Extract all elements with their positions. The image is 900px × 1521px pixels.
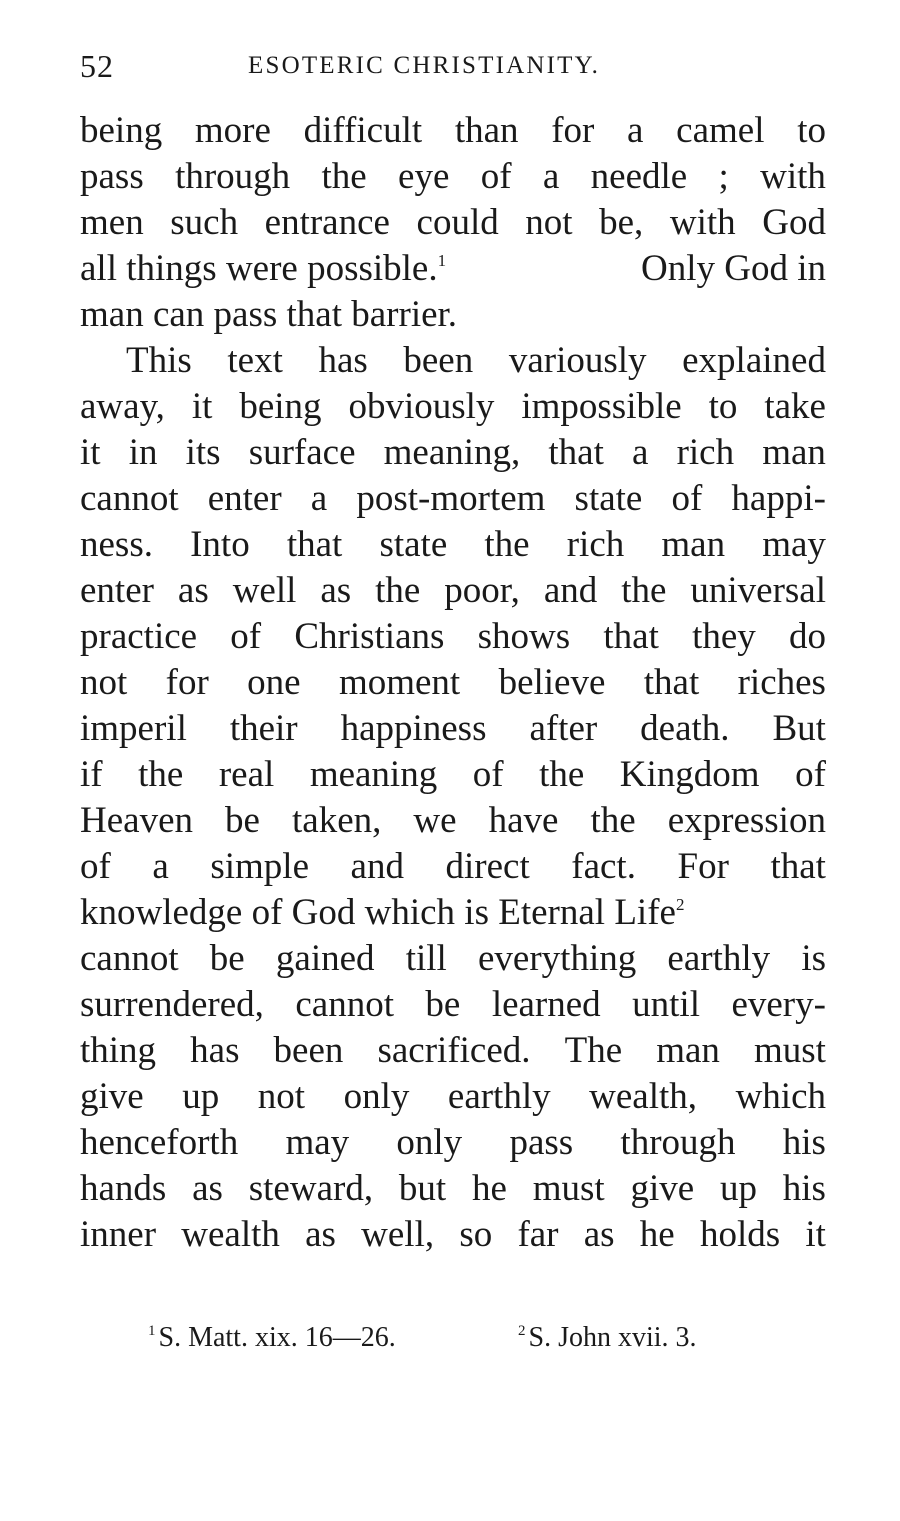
word: man: [762, 432, 826, 473]
word: enter: [207, 478, 282, 519]
word: Heaven: [80, 800, 193, 841]
footnote-text: S. Matt. xix. 16—26.: [158, 1322, 396, 1353]
word: needle: [590, 156, 688, 197]
text-line: [80, 384, 826, 430]
word: take: [764, 386, 826, 427]
word: been: [403, 340, 474, 381]
text-line: [80, 752, 826, 798]
word: with: [669, 202, 736, 243]
word: moment: [338, 662, 461, 703]
word: state: [574, 478, 643, 519]
word: steward,: [248, 1168, 374, 1209]
word: meaning: [309, 754, 438, 795]
word: death.: [640, 708, 730, 749]
word: his: [782, 1168, 826, 1209]
word: not: [525, 202, 573, 243]
word: after: [529, 708, 598, 749]
footnote-mark: 1: [148, 1323, 156, 1339]
word: and: [543, 570, 598, 611]
word: riches: [737, 662, 826, 703]
word: up: [182, 1076, 220, 1117]
word: to: [797, 110, 826, 151]
word: well,: [361, 1214, 435, 1255]
word: wealth: [181, 1214, 280, 1255]
footnote-mark: 2: [518, 1323, 526, 1339]
word: practice: [80, 616, 198, 657]
word: of: [480, 156, 512, 197]
text-line: [80, 568, 826, 614]
word: happiness: [340, 708, 487, 749]
running-head-title: ESOTERIC CHRISTIANITY.: [248, 52, 601, 79]
text-line: [80, 200, 826, 246]
word: the: [484, 524, 530, 565]
word: as: [305, 1214, 336, 1255]
word: earthly: [447, 1076, 551, 1117]
word: believe: [498, 662, 606, 703]
text-line: [80, 522, 826, 568]
word: must: [532, 1168, 605, 1209]
word: hands: [80, 1168, 167, 1209]
word: real: [218, 754, 275, 795]
word: of: [472, 754, 504, 795]
word: be: [225, 800, 260, 841]
word: a: [627, 110, 644, 151]
running-head: [80, 44, 820, 88]
word: direct: [445, 846, 530, 887]
footnote-ref: 2: [675, 895, 685, 914]
word: the: [621, 570, 667, 611]
word: a: [152, 846, 169, 887]
word: through: [620, 1122, 736, 1163]
word: taken,: [292, 800, 382, 841]
text-line: [80, 108, 826, 154]
word: he: [639, 1214, 675, 1255]
word: For: [677, 846, 729, 887]
word: camel: [676, 110, 765, 151]
word: Into: [190, 524, 250, 565]
word: that: [548, 432, 604, 473]
text-line: [80, 1166, 826, 1212]
word: being: [80, 110, 163, 151]
word: obviously: [348, 386, 495, 427]
word: be,: [599, 202, 644, 243]
word: the: [539, 754, 585, 795]
word: variously: [508, 340, 647, 381]
word: through: [175, 156, 291, 197]
word: But: [772, 708, 826, 749]
word: up: [719, 1168, 757, 1209]
word: with: [760, 156, 826, 197]
footnote-ref: 1: [437, 251, 447, 270]
word: but: [398, 1168, 447, 1209]
paragraph-first-line: [80, 338, 826, 384]
word: Kingdom: [619, 754, 760, 795]
footnote-2: [518, 1314, 697, 1362]
word: This: [126, 340, 192, 381]
word: that: [770, 846, 826, 887]
word: till: [405, 938, 447, 979]
word: we: [413, 800, 457, 841]
word: text: [227, 340, 283, 381]
text-line: [80, 660, 826, 706]
text-line: man can pass that barrier.: [80, 294, 458, 335]
word: for: [551, 110, 595, 151]
text-line: [80, 430, 826, 476]
word: the: [590, 800, 636, 841]
word: eye: [398, 156, 450, 197]
word: has: [190, 1030, 240, 1071]
word: men: [80, 202, 144, 243]
text-line: [80, 1120, 826, 1166]
word: explained: [682, 340, 826, 381]
text-line: [80, 154, 826, 200]
word: poor,: [444, 570, 520, 611]
word: far: [517, 1214, 559, 1255]
word: such: [170, 202, 239, 243]
text-line: [80, 1074, 826, 1120]
word: their: [229, 708, 298, 749]
word: not: [80, 662, 128, 703]
word: give: [80, 1076, 144, 1117]
word: may: [762, 524, 826, 565]
text-line: [80, 706, 826, 752]
word: his: [782, 1122, 826, 1163]
word: rich: [566, 524, 625, 565]
word: in: [128, 432, 158, 473]
word: pass: [509, 1122, 574, 1163]
text-line: [80, 1028, 826, 1074]
word: imperil: [80, 708, 187, 749]
word: as: [177, 570, 209, 611]
footnote-text: S. John xvii. 3.: [528, 1322, 697, 1353]
word: give: [630, 1168, 695, 1209]
word: cannot: [295, 984, 394, 1025]
word: sacrificed.: [377, 1030, 531, 1071]
text-line: [80, 614, 826, 660]
word: as: [320, 570, 352, 611]
word: than: [454, 110, 519, 151]
word: learned: [491, 984, 601, 1025]
word: impossible: [521, 386, 682, 427]
word: it: [191, 386, 213, 427]
word: meaning,: [383, 432, 521, 473]
word: everything: [478, 938, 637, 979]
word: as: [192, 1168, 223, 1209]
word: thing: [80, 1030, 157, 1071]
word: being: [239, 386, 322, 427]
word: of: [80, 846, 111, 887]
word: gained: [275, 938, 375, 979]
footnote-1: [148, 1314, 396, 1362]
word: only: [343, 1076, 410, 1117]
word: be: [425, 984, 461, 1025]
word: ness.: [80, 524, 153, 565]
word: ;: [718, 156, 729, 197]
footnotes: [148, 1314, 768, 1362]
word: to: [708, 386, 738, 427]
word: as: [583, 1214, 615, 1255]
word: until: [632, 984, 700, 1025]
word: expression: [667, 800, 826, 841]
word: rich: [676, 432, 735, 473]
word: which: [735, 1076, 826, 1117]
word: difficult: [303, 110, 423, 151]
word: shows: [477, 616, 571, 657]
word: inner: [80, 1214, 157, 1255]
word: enter: [80, 570, 154, 611]
text-line: [80, 844, 826, 890]
word: they: [692, 616, 756, 657]
word: holds: [699, 1214, 781, 1255]
text-segment: Only God in: [641, 248, 826, 289]
word: that: [643, 662, 700, 703]
word: it: [80, 432, 101, 473]
word: entrance: [264, 202, 390, 243]
text-line: [80, 476, 826, 522]
word: of: [230, 616, 262, 657]
text-line: [80, 982, 826, 1028]
word: one: [247, 662, 301, 703]
word: every-: [731, 984, 826, 1025]
word: earthly: [667, 938, 771, 979]
word: have: [488, 800, 559, 841]
word: state: [379, 524, 448, 565]
word: fact.: [571, 846, 636, 887]
word: man: [661, 524, 726, 565]
word: not: [257, 1076, 306, 1117]
word: has: [318, 340, 368, 381]
word: pass: [80, 156, 144, 197]
text-line: [80, 1212, 826, 1258]
word: its: [185, 432, 221, 473]
text-line-with-footnote: [80, 246, 826, 292]
text-line-with-footnote: [80, 890, 826, 936]
body-text: [80, 108, 826, 1258]
word: away,: [80, 386, 165, 427]
word: simple: [210, 846, 309, 887]
word: so: [459, 1214, 493, 1255]
word: may: [285, 1122, 350, 1163]
word: been: [273, 1030, 344, 1071]
word: the: [321, 156, 367, 197]
word: The: [564, 1030, 623, 1071]
word: God: [762, 202, 826, 243]
word: cannot: [80, 938, 179, 979]
word: be: [209, 938, 245, 979]
word: post-mortem: [356, 478, 546, 519]
word: the: [375, 570, 421, 611]
word: cannot: [80, 478, 179, 519]
word: the: [138, 754, 184, 795]
word: that: [286, 524, 343, 565]
word: wealth,: [589, 1076, 698, 1117]
word: is: [801, 938, 826, 979]
word: henceforth: [80, 1122, 239, 1163]
word: a: [632, 432, 649, 473]
word: Christians: [294, 616, 445, 657]
word: only: [396, 1122, 463, 1163]
text-line: [80, 936, 826, 982]
word: happi-: [731, 478, 826, 519]
word: a: [542, 156, 560, 197]
word: man: [656, 1030, 720, 1071]
text-segment: all things were possible.$^1$: [80, 248, 447, 289]
word: of: [671, 478, 703, 519]
word: must: [754, 1030, 826, 1071]
text-line: [80, 798, 826, 844]
word: it: [805, 1214, 826, 1255]
word: that: [603, 616, 659, 657]
word: more: [194, 110, 271, 151]
word: a: [310, 478, 328, 519]
word: he: [471, 1168, 507, 1209]
word: surface: [248, 432, 356, 473]
word: do: [789, 616, 826, 657]
text-segment: knowledge of God which is Eternal Life$^2$: [80, 892, 685, 933]
word: for: [165, 662, 209, 703]
page-number: 52: [80, 48, 114, 84]
word: and: [350, 846, 404, 887]
word: surrendered,: [80, 984, 264, 1025]
word: if: [80, 754, 103, 795]
word: universal: [690, 570, 826, 611]
word: well: [232, 570, 297, 611]
word: of: [795, 754, 826, 795]
word: could: [416, 202, 499, 243]
